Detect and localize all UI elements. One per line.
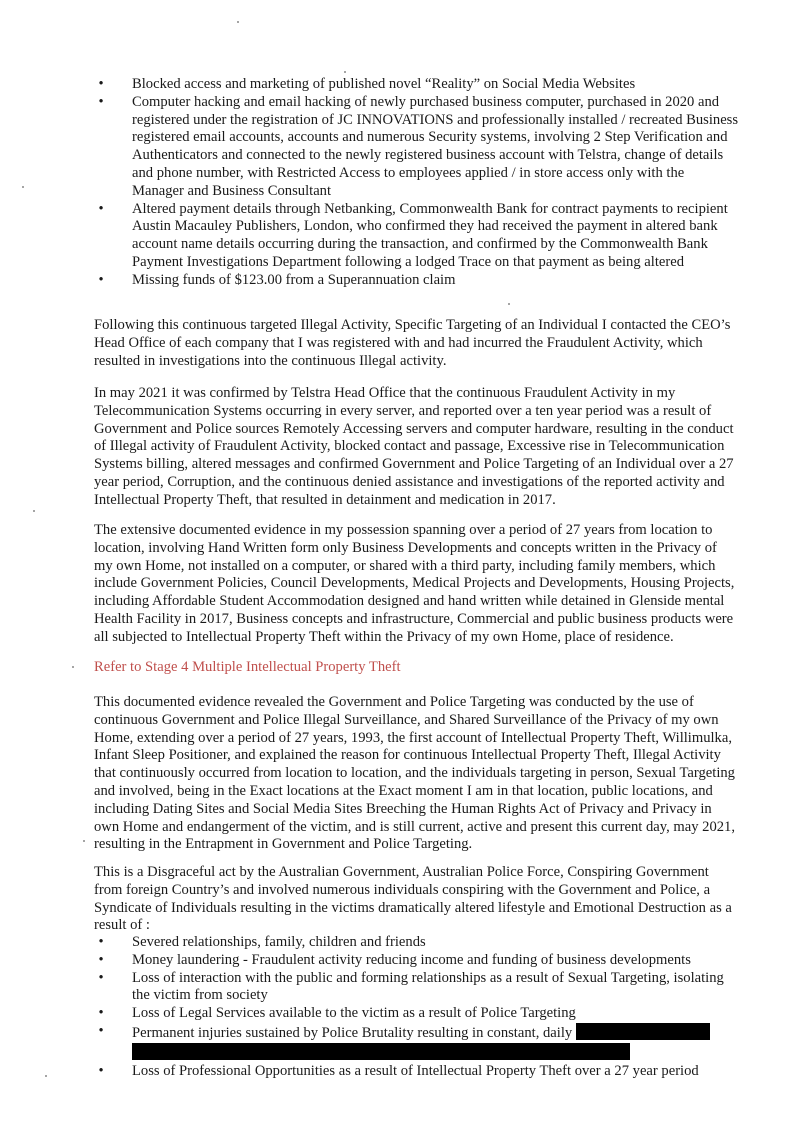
bullet-text: Altered payment details through Netbanking, Commonwealth Bank for contract payments to recipient Austin Macauley Publishers, London, who confirmed they had received the payment in altered bank account name details occurring during the transaction, and confirmed by the Commonwealth Bank Payment Investigations Department following a lodged Trace on that payment as being altered: [132, 200, 728, 270]
list-item: [94, 1023, 739, 1043]
scan-speck: [508, 303, 510, 305]
top-bullet-list: [94, 76, 739, 290]
bullet-text: Computer hacking and email hacking of newly purchased business computer, purchased in 2020 and registered under the registration of JC INNOVATIONS and professionally installed / recreated Business registered email accounts, accounts and numerous Security systems, involving 2 Step Verification and Authenticators and connected to the newly registered business account with Telstra, change of details and phone number, with Restricted Access to employees applied / in store access only with the Manager and Business Consultant: [132, 93, 739, 199]
list-item: [94, 272, 739, 290]
paragraph-disgraceful-act: This is a Disgraceful act by the Australian Government, Australian Police Force, Conspiring Government from foreign Country’s and involved numerous individuals conspiring with the Government and Police, a Syndicate of Individuals resulting in the victims dramatically altered lifestyle and Emotional Destruction as a result of :: [94, 864, 732, 934]
bullet-icon: •: [98, 934, 104, 950]
redaction-bar: [132, 1043, 630, 1060]
scan-speck: [45, 1075, 47, 1077]
list-item: [94, 201, 739, 272]
redaction-bar: [576, 1023, 710, 1040]
paragraph-surveillance: This documented evidence revealed the Government and Police Targeting was conducted by the use of continuous Government and Police Illegal Surveillance, and Shared Surveillance of the Privacy of my own Home, extending over a period of 27 years, 1993, the first account of Intellectual Property Theft, Willimulka, Infant Sleep Positioner, and explained the reason for continuous Intellectual Property Theft, Illegal Activity that continuously occurred from location to location, and the individuals targeting in person, Sexual Targeting and involved, being in the Exact locations at the Exact moment I am in that location, public locations, and including Dating Sites and Social Media Sites Breeching the Human Rights Act of Privacy and Privacy in own Home and endangerment of the victim, and is still current, active and present this current day, may 2021, resulting in the Entrapment in Government and Police Targeting.: [94, 694, 735, 853]
paragraph-ceo-contact: Following this continuous targeted Illegal Activity, Specific Targeting of an Individual I contacted the CEO’s Head Office of each company that I was registered with and had incurred the Fraudulent Activity, which resulted in investigations into the continuous Illegal activity.: [94, 317, 731, 369]
scan-speck: [83, 840, 85, 842]
bullet-text: Missing funds of $123.00 from a Superannuation claim: [132, 271, 456, 288]
scan-speck: [344, 71, 346, 73]
list-item: [94, 1063, 739, 1081]
list-item: [94, 970, 739, 1006]
paragraph-telstra-confirmation: In may 2021 it was confirmed by Telstra Head Office that the continuous Fraudulent Activity in my Telecommunication Systems occurring in every server, and reported over a ten year period was a result of Government and Police sources Remotely Accessing servers and computer hardware, resulting in the conduct of Illegal activity of Fraudulent Activity, blocked contact and passage, Excessive rise in Telecommunication Systems billing, altered messages and confirmed Government and Police Targeting of an Individual over a 27 year period, Corruption, and the continuous denied assistance and investigations of the reported activity and Intellectual Property Theft, that resulted in detainment and medication in 2017.: [94, 385, 734, 508]
bullet-icon: •: [98, 200, 104, 217]
redaction-line: [94, 1043, 739, 1060]
bullet-text: Loss of Professional Opportunities as a result of Intellectual Property Theft over a 27 year period: [132, 1062, 699, 1079]
scan-speck: [22, 186, 24, 188]
bullet-icon: •: [98, 1005, 104, 1022]
bullet-text: Permanent injuries sustained by Police Brutality resulting in constant, daily: [132, 1024, 573, 1041]
bullet-text: Blocked access and marketing of published novel “Reality” on Social Media Websites: [132, 76, 636, 92]
bullet-icon: •: [98, 1022, 104, 1039]
bottom-bullet-list: [94, 934, 739, 1081]
reference-link-text: Refer to Stage 4 Multiple Intellectual Property Theft: [94, 659, 401, 675]
bullet-text: Loss of interaction with the public and forming relationships as a result of Sexual Targeting, isolating the victim from society: [132, 969, 724, 1004]
list-item: [94, 1005, 739, 1023]
bullet-icon: •: [98, 969, 104, 986]
paragraph-documented-evidence: The extensive documented evidence in my possession spanning over a period of 27 years from location to location, involving Hand Written form only Business Developments and concepts written in the Privacy of my own Home, not installed on a computer, or shared with a third party, including family members, which include Government Policies, Council Developments, Medical Projects and Developments, Housing Projects, including Affordable Student Accommodation designed and hand written while detained in Glenside mental Health Facility in 2017, Business concepts and infrastructure, Commercial and public business products were all subjected to Intellectual Property Theft within the Privacy of my own Home, place of residence.: [94, 522, 735, 645]
list-item: [94, 94, 739, 201]
scan-speck: [237, 21, 239, 23]
bullet-icon: •: [98, 93, 104, 110]
bullet-icon: •: [98, 76, 104, 92]
list-item: [94, 934, 739, 952]
scan-speck: [72, 666, 74, 668]
list-item: [94, 76, 739, 94]
scan-speck: [33, 510, 35, 512]
bullet-text: Loss of Legal Services available to the victim as a result of Police Targeting: [132, 1005, 576, 1022]
bullet-text: Severed relationships, family, children and friends: [132, 934, 426, 950]
bullet-text: Money laundering - Fraudulent activity reducing income and funding of business developments: [132, 951, 691, 968]
bullet-icon: •: [98, 951, 104, 968]
bullet-icon: •: [98, 271, 104, 288]
list-item: [94, 952, 739, 970]
bullet-icon: •: [98, 1062, 104, 1079]
